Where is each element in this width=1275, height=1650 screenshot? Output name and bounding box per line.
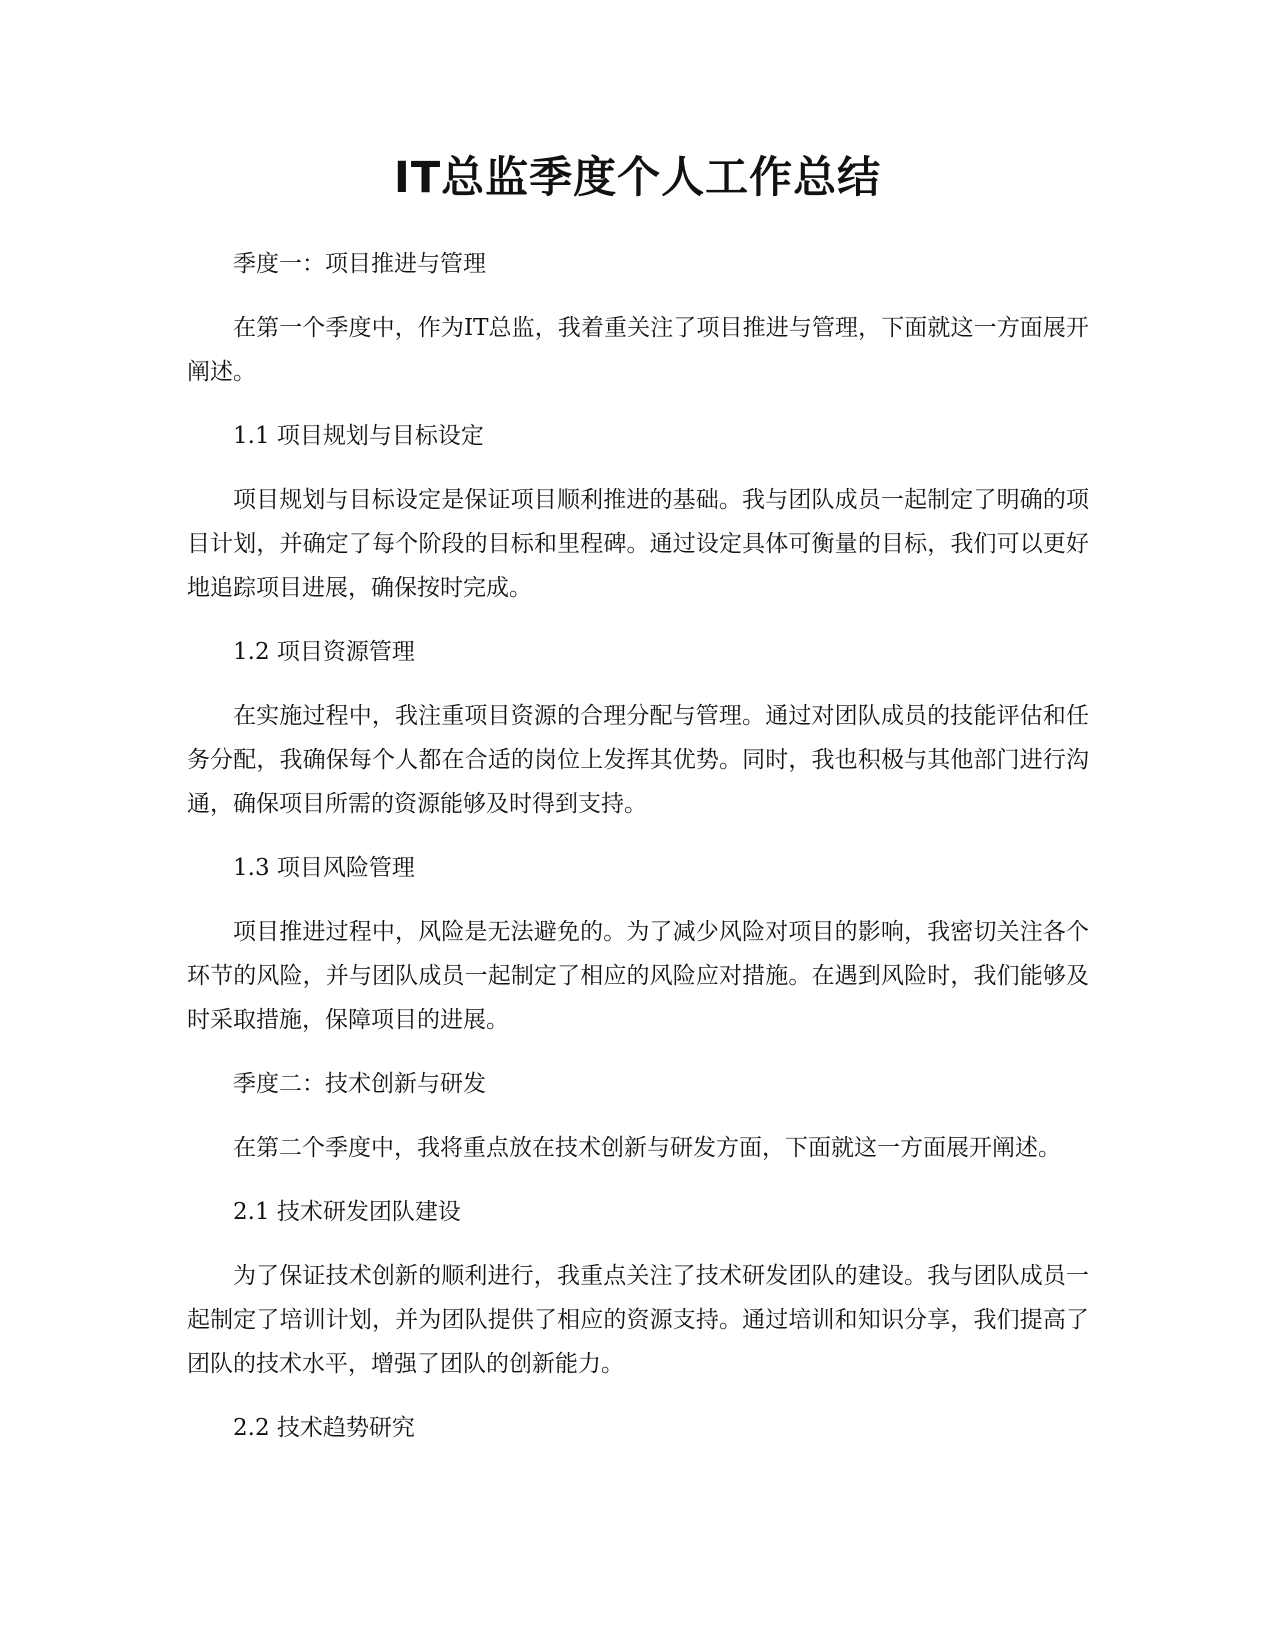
paragraph-q1-intro: 在第一个季度中，作为IT总监，我着重关注了项目推进与管理，下面就这一方面展开阐述。 — [187, 315, 1089, 385]
section-heading-q2: 季度二：技术创新与研发 — [233, 1071, 486, 1097]
subheading-1-3: 1.3 项目风险管理 — [233, 855, 415, 881]
paragraph-q2-intro: 在第二个季度中，我将重点放在技术创新与研发方面，下面就这一方面展开阐述。 — [233, 1135, 1061, 1161]
paragraph-1-1: 项目规划与目标设定是保证项目顺利推进的基础。我与团队成员一起制定了明确的项目计划，并确定了每个阶段的目标和里程碑。通过设定具体可衡量的目标，我们可以更好地追踪项目进展，确保按时完成。 — [187, 487, 1089, 601]
paragraph-1-2: 在实施过程中，我注重项目资源的合理分配与管理。通过对团队成员的技能评估和任务分配，我确保每个人都在合适的岗位上发挥其优势。同时，我也积极与其他部门进行沟通，确保项目所需的资源能够及时得到支持。 — [187, 703, 1089, 817]
subheading-1-2: 1.2 项目资源管理 — [233, 639, 415, 665]
paragraph-2-1: 为了保证技术创新的顺利进行，我重点关注了技术研发团队的建设。我与团队成员一起制定了培训计划，并为团队提供了相应的资源支持。通过培训和知识分享，我们提高了团队的技术水平，增强了团队的创新能力。 — [187, 1263, 1089, 1377]
subheading-2-2: 2.2 技术趋势研究 — [233, 1415, 415, 1441]
section-heading-q1: 季度一：项目推进与管理 — [233, 251, 486, 277]
subheading-2-1: 2.1 技术研发团队建设 — [233, 1199, 461, 1225]
paragraph-1-3: 项目推进过程中，风险是无法避免的。为了减少风险对项目的影响，我密切关注各个环节的风险，并与团队成员一起制定了相应的风险应对措施。在遇到风险时，我们能够及时采取措施，保障项目的进展。 — [187, 919, 1089, 1033]
subheading-1-1: 1.1 项目规划与目标设定 — [233, 423, 484, 449]
document-title: IT总监季度个人工作总结 — [393, 153, 882, 203]
document-body — [187, 242, 1089, 1450]
